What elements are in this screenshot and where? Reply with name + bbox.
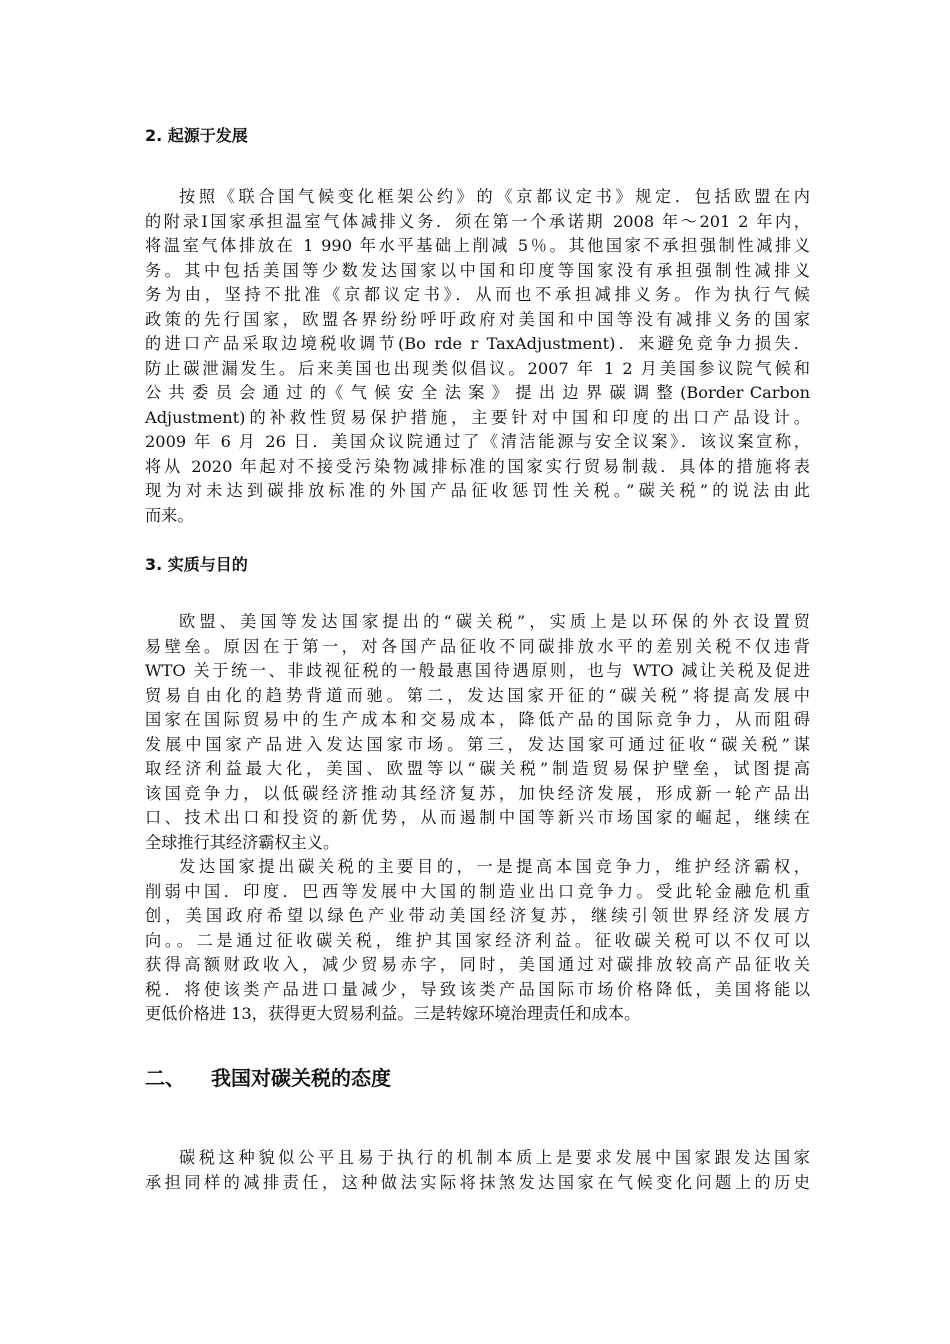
text-line: Adjustment)的补救性贸易保护措施，主要针对中国和印度的出口产品设计。 [145, 407, 810, 427]
section-heading-origin [145, 125, 810, 147]
text-line: 公 共 委 员 会 通 过 的《 气 候 安 全 法 案 》 提 出 边 界 碳 调 整 (Border Carbon [145, 383, 810, 402]
section-heading-essence [145, 554, 810, 576]
text-line: 承担同样的减排责任，这种做法实际将抹煞发达国家在气候变化问题上的历史 [145, 1172, 810, 1192]
text-line: 务。其中包括美国等少数发达国家以中国和印度等国家没有承担强制性减排义 [145, 260, 810, 280]
text-line: 将温室气体排放在 1 990 年水平基础上削减 5％。其他国家不承担强制性减排义 [145, 236, 810, 255]
text-line: 而来。 [145, 505, 194, 525]
text-line: 取经济利益最大化，美国、欧盟等以“碳关税”制造贸易保护壁垒，试图提高 [145, 759, 810, 778]
text-line: 削弱中国．印度．巴西等发展中大国的制造业出口竞争力。受此轮金融危机重 [145, 881, 810, 901]
paragraph-origin [145, 185, 810, 528]
text-line: 易壁垒。原因在于第一，对各国产品征收不同碳排放水平的差别关税不仅违背 [145, 636, 810, 656]
text-line: 2009 年 6 月 26 日．美国众议院通过了《清洁能源与安全议案》．该议案宣称， [145, 432, 810, 451]
text-line: 发达国家提出碳关税的主要目的，一是提高本国竞争力，维护经济霸权， [179, 857, 810, 876]
text-line: 创，美国政府希望以绿色产业带动美国经济复苏，继续引领世界经济发展方 [145, 906, 810, 925]
text-line: 向。。二是通过征收碳关税，维护其国家经济利益。征收碳关税可以不仅可以 [145, 930, 810, 950]
text-line: 防止碳泄漏发生。后来美国也出现类似倡议。2007 年 1 2 月美国参议院气候和 [145, 358, 810, 378]
chapter-title: 我国对碳关税的态度 [211, 1066, 391, 1090]
text-line: 税．将使该类产品进口量减少，导致该类产品国际市场价格降低，美国将能以 [145, 979, 810, 999]
text-line: 按照《联合国气候变化框架公约》的《京都议定书》规定．包括欧盟在内 [179, 187, 810, 206]
chapter-number: 二、 [145, 1066, 185, 1090]
text-line: 该国竞争力，以低碳经济推动其经济复苏，加快经济发展，形成新一轮产品出 [145, 783, 810, 803]
section-title: 2. 起源于发展 [145, 126, 248, 145]
text-line: 贸易自由化的趋势背道而驰。第二，发达国家开征的“碳关税”将提高发展中 [145, 685, 810, 705]
text-line: 碳税这种貌似公平且易于执行的机制本质上是要求发展中国家跟发达国家 [179, 1148, 810, 1167]
text-line: 将从 2020 年起对不接受污染物减排标准的国家实行贸易制裁．具体的措施将表 [145, 456, 810, 476]
paragraph-essence-2 [145, 855, 810, 1027]
text-line: 国家在国际贸易中的生产成本和交易成本，降低产品的国际竞争力，从而阻碍 [145, 710, 810, 729]
text-line: 现为对未达到碳排放标准的外国产品征收惩罚性关税。”碳关税”的说法由此 [145, 481, 810, 500]
text-line: WTO 关于统一、非歧视征税的一般最惠国待遇原则，也与 WTO 减让关税及促进 [145, 661, 810, 680]
text-line: 发展中国家产品进入发达国家市场。第三，发达国家可通过征收“碳关税”谋 [145, 734, 810, 754]
paragraph-attitude [145, 1146, 810, 1195]
paragraph-essence-1 [145, 610, 810, 855]
section-title: 3. 实质与目的 [145, 555, 248, 574]
text-line: 务为由，坚持不批准《京都议定书》．从而也不承担减排义务。作为执行气候 [145, 285, 810, 304]
text-line: 的进口产品采取边境税收调节(Bo rde r TaxAdjustment)．来避免竞争力损失． [145, 334, 810, 353]
text-line: 更低价格进 13，获得更大贸易利益。三是转嫁环境治理责任和成本。 [145, 1004, 641, 1023]
text-line: 的附录Ⅰ国家承担温室气体减排义务．须在第一个承诺期 2008 年～201 2 年内， [145, 211, 810, 231]
text-line: 欧盟、美国等发达国家提出的“碳关税”，实质上是以环保的外衣设置贸 [179, 612, 810, 631]
text-line: 全球推行其经济霸权主义。 [145, 832, 340, 852]
text-line: 口、技术出口和投资的新优势，从而遏制中国等新兴市场国家的崛起，继续在 [145, 808, 810, 827]
text-line: 获得高额财政收入，减少贸易赤字，同时，美国通过对碳排放较高产品征收关 [145, 955, 810, 974]
chapter-heading-attitude [145, 1064, 810, 1092]
text-line: 政策的先行国家，欧盟各界纷纷呼吁政府对美国和中国等没有减排义务的国家 [145, 309, 810, 329]
